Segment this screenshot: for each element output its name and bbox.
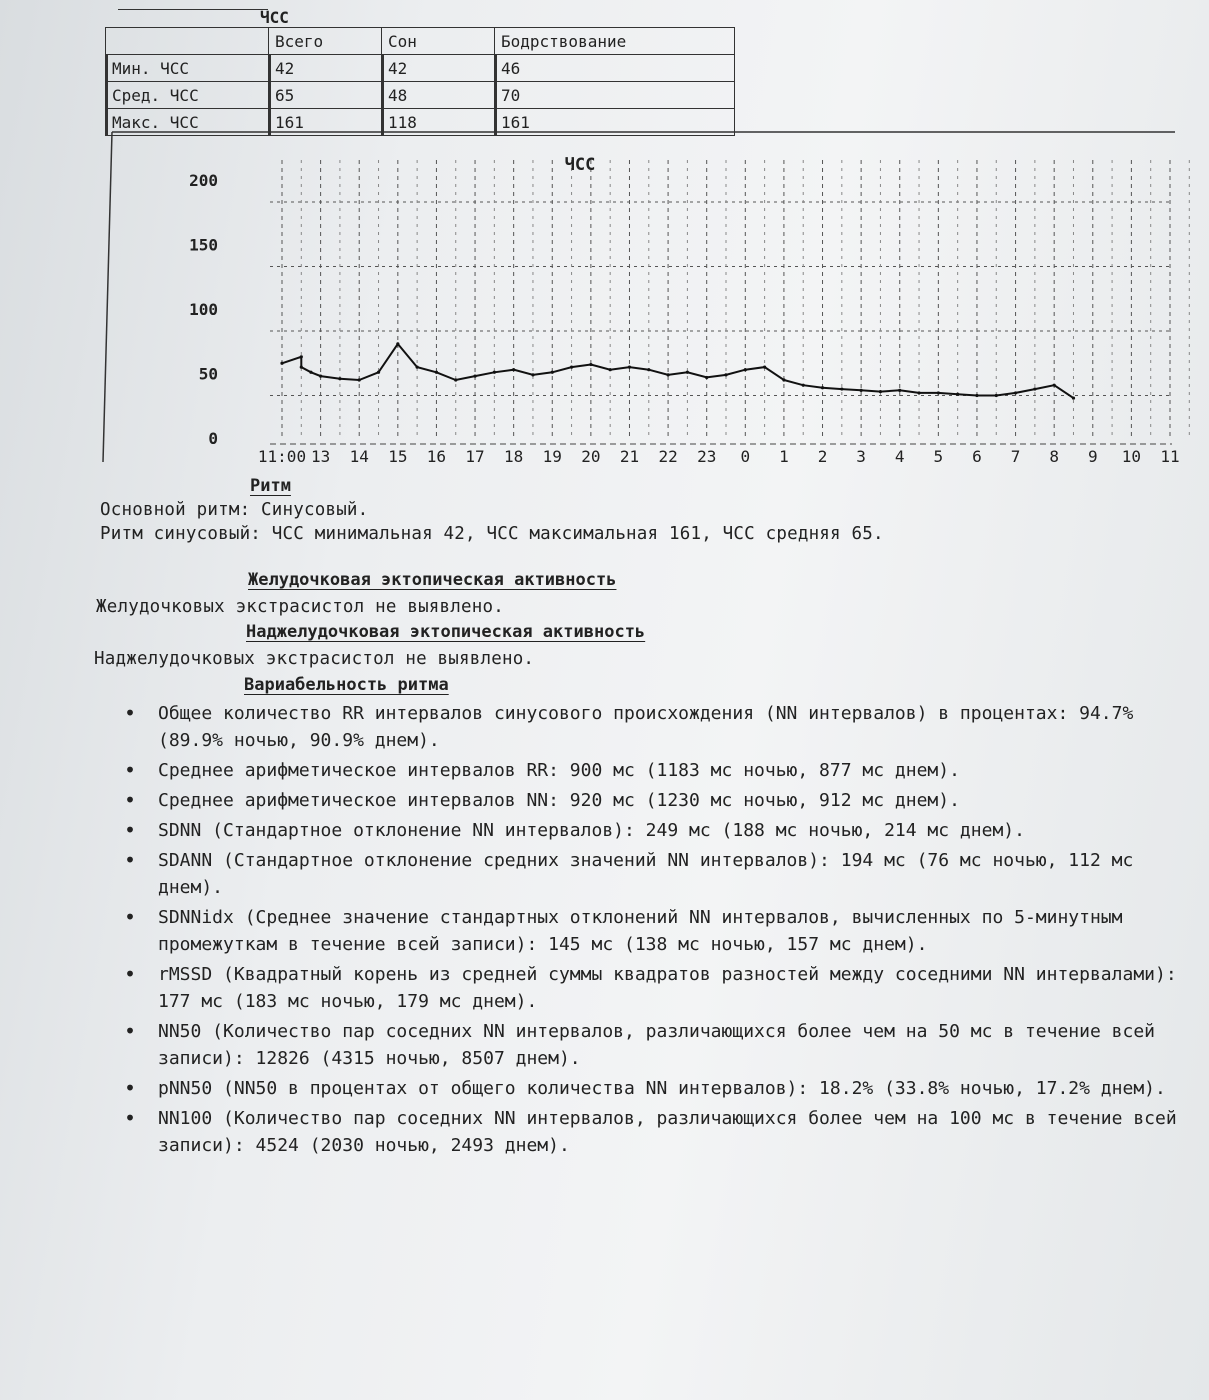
bullet-icon: • (124, 1019, 137, 1043)
hr-data-point (705, 376, 708, 379)
hr-table-title: ЧСС (260, 8, 289, 27)
list-item-text: Среднее арифметическое интервалов NN: 920 мс (1230 мс ночью, 912 мс днем). (158, 790, 960, 811)
rhythm-line2: Ритм синусовый: ЧСС минимальная 42, ЧСС максимальная 161, ЧСС средняя 65. (100, 524, 884, 544)
bullet-icon: • (124, 1106, 137, 1130)
x-tick-label: 8 (1049, 447, 1059, 466)
bullet-icon: • (124, 1076, 137, 1100)
hr-data-point (1033, 387, 1036, 390)
x-tick-label: 13 (310, 447, 331, 466)
hr-data-point (724, 373, 727, 376)
list-item-text: SDNN (Стандартное отклонение NN интервалов): 249 мс (188 мс ночью, 214 мс днем). (158, 820, 1025, 841)
hr-data-point (666, 373, 669, 376)
ventricular-text: Желудочковых экстрасистол не выявлено. (96, 597, 504, 617)
x-tick-label: 6 (972, 447, 982, 466)
rhythm-heading: Ритм (250, 476, 291, 496)
x-tick-label: 16 (426, 447, 447, 466)
hr-cell: 118 (382, 109, 495, 136)
hr-row-label: Сред. ЧСС (106, 82, 269, 109)
hr-data-point (840, 387, 843, 390)
hr-cell: 161 (495, 109, 735, 136)
bullet-icon: • (124, 905, 137, 929)
hr-data-point (531, 373, 534, 376)
hr-data-point (512, 368, 515, 371)
hr-cell: 42 (269, 55, 382, 82)
hr-data-point (821, 386, 824, 389)
list-item (110, 904, 1190, 958)
x-tick-label: 22 (658, 447, 678, 466)
hr-header-empty (106, 28, 269, 55)
hr-data-point (956, 393, 959, 396)
hr-header-total: Всего (269, 28, 382, 55)
hr-data-point (551, 371, 554, 374)
list-item-text: pNN50 (NN50 в процентах от общего количества NN интервалов): 18.2% (33.8% ночью, 17.2% днем). (158, 1078, 1166, 1099)
hr-data-point (1072, 396, 1075, 399)
x-tick-label: 5 (933, 447, 944, 466)
x-tick-label: 14 (349, 447, 369, 466)
hr-data-point (686, 371, 689, 374)
bullet-icon: • (124, 962, 137, 986)
list-item-text: Среднее арифметическое интервалов RR: 900 мс (1183 мс ночью, 877 мс днем). (158, 760, 960, 781)
x-tick-label: 23 (697, 447, 717, 466)
hr-row-min (106, 55, 735, 82)
y-tick-label: 200 (189, 171, 218, 190)
list-item (110, 1105, 1190, 1159)
hr-cell: 46 (495, 55, 735, 82)
hr-data-point (1014, 391, 1017, 394)
hr-cell: 161 (269, 109, 382, 136)
hr-table-header (106, 28, 735, 55)
y-tick-label: 0 (208, 429, 218, 448)
x-tick-label: 0 (740, 447, 751, 466)
hr-data-point (609, 368, 612, 371)
x-tick-label: 17 (465, 447, 485, 466)
hr-data-point (338, 377, 341, 380)
chart-title: ЧСС (564, 155, 596, 175)
x-tick-label: 10 (1121, 447, 1142, 466)
list-item (110, 787, 1190, 814)
hr-data-point (377, 371, 380, 374)
hr-table (105, 27, 735, 136)
hr-chart-svg (100, 132, 1180, 466)
hr-data-point (879, 390, 882, 393)
hr-data-point (493, 371, 496, 374)
list-item-text: SDANN (Стандартное отклонение средних значений NN интервалов): 194 мс (76 мс ночью, 112 мс днем). (158, 850, 1134, 898)
list-item (110, 817, 1190, 844)
hr-data-point (860, 389, 863, 392)
list-item (110, 961, 1190, 1015)
list-item (110, 700, 1190, 754)
hr-cell: 70 (495, 82, 735, 109)
variability-list (110, 700, 1190, 1162)
x-tick-label: 11:00 (257, 447, 307, 466)
y-tick-label: 50 (198, 364, 218, 384)
list-item (110, 1018, 1190, 1072)
hr-data-point (937, 391, 940, 394)
x-tick-label: 1 (779, 447, 789, 466)
bullet-icon: • (124, 818, 137, 842)
hr-data-point (782, 378, 785, 381)
hr-data-point (300, 366, 303, 369)
hr-row-label: Макс. ЧСС (106, 109, 269, 136)
x-tick-label: 11 (1160, 447, 1180, 466)
x-tick-label: 19 (542, 447, 562, 466)
hr-chart (100, 132, 1180, 466)
supraventricular-text: Наджелудочковых экстрасистол не выявлено. (94, 649, 535, 669)
hr-series-line (282, 344, 1074, 398)
x-tick-label: 9 (1087, 447, 1098, 466)
list-item-text: rMSSD (Квадратный корень из средней суммы квадратов разностей между соседними NN интервалами): 177 мс (183 мс ночью, 179 мс днем). (158, 964, 1177, 1012)
hr-data-point (975, 394, 978, 397)
hr-header-sleep: Сон (382, 28, 495, 55)
hr-data-point (473, 375, 476, 378)
bullet-icon: • (124, 701, 137, 725)
rhythm-line1: Основной ритм: Синусовый. (100, 500, 369, 520)
y-tick-label: 150 (189, 235, 218, 255)
variability-heading: Вариабельность ритма (244, 675, 449, 695)
hr-data-point (763, 366, 766, 369)
bullet-icon: • (124, 788, 137, 812)
hr-data-point (995, 394, 998, 397)
x-tick-label: 2 (817, 447, 828, 466)
x-tick-label: 15 (388, 447, 408, 466)
list-item-text: NN50 (Количество пар соседних NN интервалов, различающихся более чем на 50 мс в течение всей записи): 12826 (4315 ночью, 8507 днем). (158, 1021, 1155, 1069)
list-item-text: SDNNidx (Среднее значение стандартных отклонений NN интервалов, вычисленных по 5-минутным промежуткам в течение всей записи): 145 мс (138 мс ночью, 157 мс днем). (158, 907, 1123, 955)
hr-data-point (416, 366, 419, 369)
hr-header-awake: Бодрствование (495, 28, 735, 55)
hr-data-point (589, 363, 592, 366)
supraventricular-heading: Наджелудочковая эктопическая активность (246, 622, 646, 642)
hr-data-point (647, 368, 650, 371)
hr-data-point (309, 371, 312, 374)
x-tick-label: 21 (619, 447, 640, 466)
hr-data-point (280, 362, 283, 365)
hr-row-label: Мин. ЧСС (106, 55, 269, 82)
bullet-icon: • (124, 848, 137, 872)
hr-cell: 48 (382, 82, 495, 109)
hr-data-point (435, 371, 438, 374)
hr-data-point (1053, 384, 1056, 387)
hr-data-point (628, 366, 631, 369)
hr-data-point (358, 378, 361, 381)
x-tick-label: 20 (581, 447, 601, 466)
list-item-text: NN100 (Количество пар соседних NN интервалов, различающихся более чем на 100 мс в течение всей записи): 4524 (2030 ночью, 2493 днем). (158, 1108, 1177, 1156)
hr-data-point (898, 389, 901, 392)
hr-data-point (454, 378, 457, 381)
hr-data-point (570, 366, 573, 369)
list-item-text: Общее количество RR интервалов синусового происхождения (NN интервалов) в процентах: 94.7% (89.9% ночью, 90.9% днем). (158, 703, 1134, 751)
hr-data-point (300, 355, 303, 358)
top-rule (118, 9, 268, 10)
y-tick-label: 100 (189, 300, 218, 319)
x-tick-label: 18 (504, 447, 524, 466)
hr-cell: 65 (269, 82, 382, 109)
hr-row-avg (106, 82, 735, 109)
x-tick-label: 4 (894, 447, 905, 466)
list-item (110, 757, 1190, 784)
hr-cell: 42 (382, 55, 495, 82)
x-tick-label: 7 (1010, 447, 1021, 466)
list-item (110, 847, 1190, 901)
chart-left-border (103, 132, 112, 462)
hr-data-point (802, 384, 805, 387)
list-item (110, 1075, 1190, 1102)
hr-data-point (917, 391, 920, 394)
hr-data-point (744, 368, 747, 371)
hr-data-point (396, 342, 399, 345)
ventricular-heading: Желудочковая эктопическая активность (248, 570, 617, 590)
hr-data-point (319, 375, 322, 378)
bullet-icon: • (124, 758, 137, 782)
x-tick-label: 3 (856, 447, 866, 466)
